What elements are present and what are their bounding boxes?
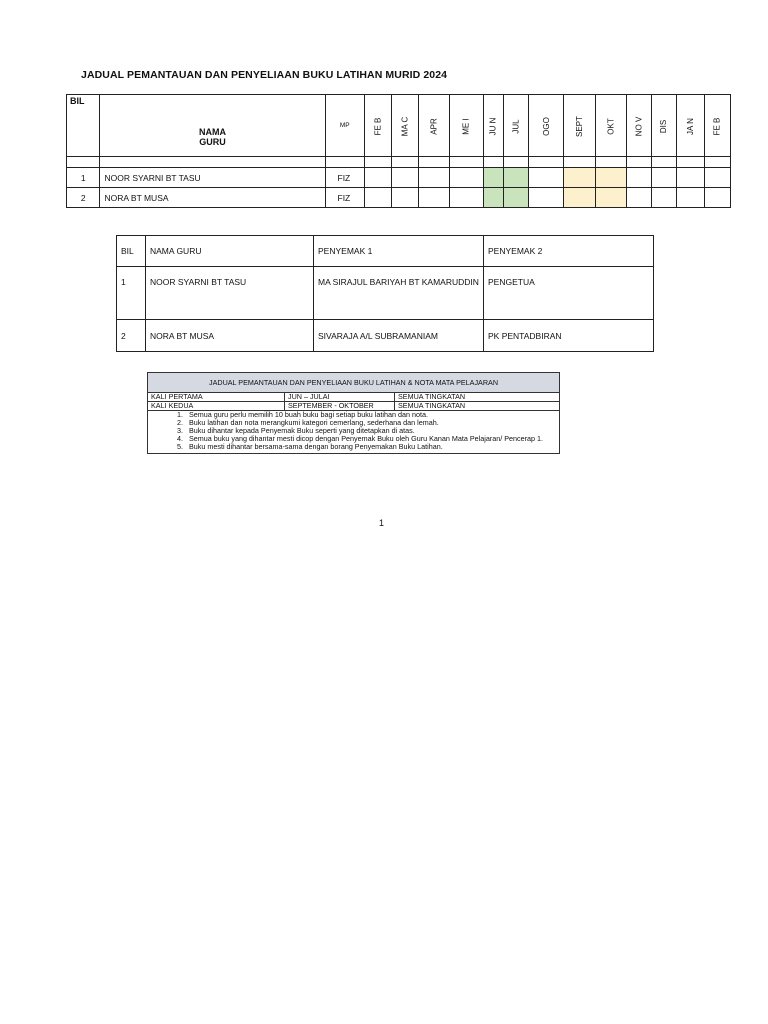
cell-month (392, 188, 418, 208)
schedule-notes-table (147, 372, 560, 454)
header-month: OKT (596, 95, 626, 157)
header-mp: MP (325, 95, 365, 157)
cell-kali: KALI KEDUA (148, 402, 285, 411)
list-item: 1. Semua guru perlu memilih 10 buah buku bagi setiap buku latihan dan nota. (185, 411, 559, 419)
cell-subject: FIZ (325, 188, 365, 208)
table-row (67, 168, 731, 188)
header-month: APR (418, 95, 449, 157)
cell-month (626, 188, 651, 208)
cell-bil: 1 (67, 168, 100, 188)
cell-penyemak-2: PENGETUA (484, 267, 654, 320)
cell-tingkatan: SEMUA TINGKATAN (395, 393, 560, 402)
cell-month (450, 188, 483, 208)
cell-bil: 2 (67, 188, 100, 208)
header-month: OGO (529, 95, 563, 157)
header-month: ME I (450, 95, 483, 157)
header-nama-line1: NAMA (198, 127, 226, 137)
page-number: 1 (379, 518, 385, 528)
cell-teacher-name: NOOR SYARNI BT TASU (100, 168, 325, 188)
cell-bil: 2 (117, 320, 146, 352)
cell-penyemak-2: PK PENTADBIRAN (484, 320, 654, 352)
cell-month-highlight (596, 168, 626, 188)
list-item: 5. Buku mesti dihantar bersama-sama dengan borang Penyemakan Buku Latihan. (185, 443, 559, 451)
cell-month (529, 188, 563, 208)
header-nama-guru: NAMA GURU (146, 236, 314, 267)
header-month: JA N (677, 95, 704, 157)
cell-month (626, 168, 651, 188)
cell-subject: FIZ (325, 168, 365, 188)
spacer-row (67, 157, 731, 168)
table-row (67, 188, 731, 208)
reviewer-table (116, 235, 654, 352)
cell-month (365, 168, 392, 188)
cell-month (677, 168, 704, 188)
cell-penyemak-1: MA SIRAJUL BARIYAH BT KAMARUDDIN (314, 267, 484, 320)
cell-teacher-name: NOOR SYARNI BT TASU (146, 267, 314, 320)
cell-month (704, 168, 730, 188)
cell-bulan: JUN – JULAI (285, 393, 395, 402)
list-item: 4. Semua buku yang dihantar mesti dicop dengan Penyemak Buku oleh Guru Kanan Mata Pelajaran/ Pencerap 1. (185, 435, 559, 443)
cell-month-highlight (563, 168, 595, 188)
table-title-row (148, 373, 560, 393)
list-item: 2. Buku latihan dan nota merangkumi kategori cemerlang, sederhana dan lemah. (185, 419, 559, 427)
header-month: FE B (704, 95, 730, 157)
header-bil: BIL (67, 95, 100, 157)
cell-month (651, 168, 676, 188)
cell-penyemak-1: SIVARAJA A/L SUBRAMANIAM (314, 320, 484, 352)
cell-month (418, 188, 449, 208)
table-header-row (117, 236, 654, 267)
monitoring-schedule-table (66, 94, 731, 208)
cell-teacher-name: NORA BT MUSA (146, 320, 314, 352)
header-penyemak-2: PENYEMAK 2 (484, 236, 654, 267)
cell-month-highlight (483, 188, 503, 208)
cell-month (704, 188, 730, 208)
cell-month (651, 188, 676, 208)
notes-cell (148, 411, 560, 454)
cell-month (677, 188, 704, 208)
cell-bulan: SEPTEMBER - OKTOBER (285, 402, 395, 411)
cell-month-highlight (596, 188, 626, 208)
header-penyemak-1: PENYEMAK 1 (314, 236, 484, 267)
header-month: DIS (651, 95, 676, 157)
header-month: SEPT (563, 95, 595, 157)
header-month: MA C (392, 95, 418, 157)
cell-month-highlight (563, 188, 595, 208)
cell-month (450, 168, 483, 188)
document-title: JADUAL PEMANTAUAN DAN PENYELIAAN BUKU LATIHAN MURID 2024 (81, 69, 448, 81)
header-nama-guru (100, 95, 325, 157)
table-row (117, 320, 654, 352)
cell-month (418, 168, 449, 188)
cell-teacher-name: NORA BT MUSA (100, 188, 325, 208)
header-month: JUL (503, 95, 528, 157)
cell-month-highlight (503, 188, 528, 208)
header-month: FE B (365, 95, 392, 157)
header-bil: BIL (117, 236, 146, 267)
notes-list (148, 411, 559, 451)
header-nama-line2: GURU (199, 137, 226, 147)
cell-bil: 1 (117, 267, 146, 320)
header-month: JU N (483, 95, 503, 157)
cell-kali: KALI PERTAMA (148, 393, 285, 402)
cell-month (365, 188, 392, 208)
list-item: 3. Buku dihantar kepada Penyemak Buku seperti yang ditetapkan di atas. (185, 427, 559, 435)
cell-month (529, 168, 563, 188)
schedule-title: JADUAL PEMANTAUAN DAN PENYELIAAN BUKU LATIHAN & NOTA MATA PELAJARAN (148, 373, 560, 393)
notes-row (148, 411, 560, 454)
table-row (117, 267, 654, 320)
table-header-row (67, 95, 731, 157)
cell-month-highlight (483, 168, 503, 188)
header-month: NO V (626, 95, 651, 157)
cell-tingkatan: SEMUA TINGKATAN (395, 402, 560, 411)
cell-month-highlight (503, 168, 528, 188)
cell-month (392, 168, 418, 188)
